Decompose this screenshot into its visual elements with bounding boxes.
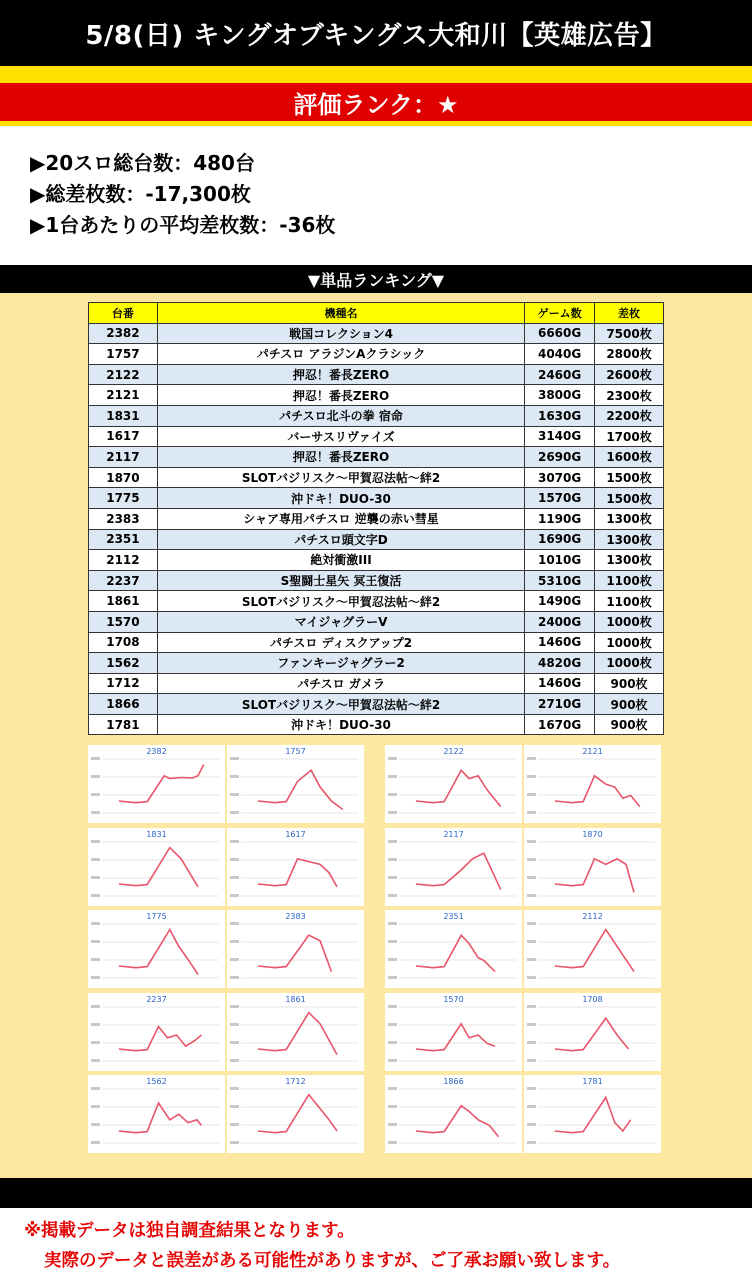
- cell-diff: 900枚: [595, 673, 664, 694]
- stat-avg-diff: ▶1台あたりの平均差枚数：-36枚: [30, 213, 336, 237]
- slump-graph-plot: [385, 910, 522, 988]
- slump-graph: [88, 1075, 225, 1153]
- slump-graph-plot: [524, 993, 661, 1071]
- cell-games: 1190G: [525, 508, 595, 529]
- table-row: [89, 570, 664, 591]
- cell-model: シャア専用パチスロ 逆襲の赤い彗星: [157, 508, 524, 529]
- cell-diff: 7500枚: [595, 323, 664, 344]
- table-row: [89, 364, 664, 385]
- graph-axis-tick: [388, 858, 397, 861]
- cell-model: パチスロ頭文字D: [157, 529, 524, 550]
- table-row: [89, 344, 664, 365]
- slump-graph-plot: [524, 745, 661, 823]
- slump-graph: [227, 745, 364, 823]
- graph-axis-tick: [91, 811, 100, 814]
- graph-machine-no: 1712: [285, 1077, 306, 1086]
- slump-graph: [385, 1075, 522, 1153]
- table-row: [89, 323, 664, 344]
- slump-graph: [385, 745, 522, 823]
- cell-games: 4820G: [525, 653, 595, 674]
- graph-axis-tick: [91, 757, 100, 760]
- slump-graph: [88, 993, 225, 1071]
- graph-axis-tick: [91, 840, 100, 843]
- cell-games: 3800G: [525, 385, 595, 406]
- footer-bar: [0, 1178, 752, 1208]
- slump-graph-plot: [385, 993, 522, 1071]
- graph-machine-no: 1617: [285, 830, 306, 839]
- graph-axis-tick: [230, 1123, 239, 1126]
- graph-axis-tick: [230, 922, 239, 925]
- slump-graph-plot: [88, 1075, 225, 1153]
- summary-stats: [30, 148, 730, 241]
- slump-graph-plot: [88, 910, 225, 988]
- graph-axis-tick: [91, 940, 100, 943]
- col-header-machine-no: 台番: [89, 303, 158, 324]
- slump-graph-plot: [88, 745, 225, 823]
- cell-diff: 900枚: [595, 694, 664, 715]
- disclaimer-line-1: ※掲載データは独自調査結果となります。: [24, 1221, 355, 1241]
- col-header-games: ゲーム数: [525, 303, 595, 324]
- cell-games: 2460G: [525, 364, 595, 385]
- cell-model: 押忍！番長ZERO: [157, 364, 524, 385]
- slump-graph-grid: [88, 745, 663, 1155]
- graph-axis-tick: [527, 1105, 536, 1108]
- cell-diff: 2200枚: [595, 405, 664, 426]
- cell-model: バーサスリヴァイズ: [157, 426, 524, 447]
- slump-graph: [524, 745, 661, 823]
- table-row: [89, 426, 664, 447]
- slump-line: [555, 776, 640, 807]
- graph-axis-tick: [91, 894, 100, 897]
- cell-machine-no: 2122: [89, 364, 158, 385]
- graph-axis-tick: [388, 958, 397, 961]
- cell-diff: 1300枚: [595, 529, 664, 550]
- cell-diff: 1300枚: [595, 550, 664, 571]
- graph-machine-no: 1562: [146, 1077, 167, 1086]
- slump-line: [416, 1106, 499, 1137]
- graph-axis-tick: [527, 894, 536, 897]
- slump-graph-plot: [385, 828, 522, 906]
- graph-axis-tick: [527, 1059, 536, 1062]
- graph-axis-tick: [388, 1059, 397, 1062]
- graph-axis-tick: [388, 793, 397, 796]
- graph-axis-tick: [230, 876, 239, 879]
- graph-axis-tick: [230, 976, 239, 979]
- graph-axis-tick: [230, 1041, 239, 1044]
- slump-graph-plot: [227, 1075, 364, 1153]
- slump-line: [258, 935, 332, 971]
- graph-axis-tick: [388, 1105, 397, 1108]
- graph-axis-tick: [91, 1141, 100, 1144]
- cell-games: 3070G: [525, 467, 595, 488]
- slump-graph: [524, 993, 661, 1071]
- cell-diff: 1500枚: [595, 488, 664, 509]
- cell-model: 押忍！番長ZERO: [157, 385, 524, 406]
- cell-model: 戦国コレクション4: [157, 323, 524, 344]
- stat-total-machines: ▶20スロ総台数：480台: [30, 151, 255, 175]
- table-row: [89, 508, 664, 529]
- cell-games: 1460G: [525, 632, 595, 653]
- slump-graph-plot: [227, 993, 364, 1071]
- graph-axis-tick: [527, 840, 536, 843]
- graph-axis-tick: [527, 1041, 536, 1044]
- cell-games: 2710G: [525, 694, 595, 715]
- cell-diff: 1600枚: [595, 447, 664, 468]
- slump-graph: [88, 910, 225, 988]
- graph-axis-tick: [527, 1005, 536, 1008]
- cell-diff: 1000枚: [595, 653, 664, 674]
- slump-line: [555, 1097, 631, 1132]
- cell-diff: 2600枚: [595, 364, 664, 385]
- graph-machine-no: 1866: [443, 1077, 464, 1086]
- graph-axis-tick: [388, 1087, 397, 1090]
- slump-line: [555, 930, 634, 972]
- graph-machine-no: 1570: [443, 995, 464, 1004]
- cell-machine-no: 2383: [89, 508, 158, 529]
- slump-graph-plot: [385, 745, 522, 823]
- table-row: [89, 632, 664, 653]
- cell-model: 沖ドキ！DUO-30: [157, 714, 524, 735]
- graph-axis-tick: [388, 876, 397, 879]
- graph-axis-tick: [388, 976, 397, 979]
- graph-axis-tick: [230, 1105, 239, 1108]
- cell-games: 1670G: [525, 714, 595, 735]
- graph-machine-no: 1775: [146, 912, 167, 921]
- title-underline: [0, 66, 752, 78]
- slump-graph: [227, 1075, 364, 1153]
- graph-axis-tick: [230, 940, 239, 943]
- slump-graph: [385, 910, 522, 988]
- table-row: [89, 673, 664, 694]
- graph-axis-tick: [527, 922, 536, 925]
- slump-graph: [385, 993, 522, 1071]
- cell-model: ファンキージャグラー2: [157, 653, 524, 674]
- slump-graph: [524, 910, 661, 988]
- cell-machine-no: 1708: [89, 632, 158, 653]
- graph-machine-no: 2117: [443, 830, 464, 839]
- table-row: [89, 447, 664, 468]
- slump-line: [416, 770, 501, 806]
- table-row: [89, 405, 664, 426]
- page-title: [0, 0, 752, 66]
- cell-machine-no: 2112: [89, 550, 158, 571]
- col-header-model: 機種名: [157, 303, 524, 324]
- cell-model: マイジャグラーV: [157, 611, 524, 632]
- slump-line: [555, 859, 634, 893]
- graph-axis-tick: [388, 757, 397, 760]
- cell-games: 1630G: [525, 405, 595, 426]
- cell-diff: 1700枚: [595, 426, 664, 447]
- disclaimer: [24, 1216, 744, 1276]
- graph-axis-tick: [91, 775, 100, 778]
- graph-axis-tick: [527, 775, 536, 778]
- graph-axis-tick: [527, 940, 536, 943]
- cell-machine-no: 1757: [89, 344, 158, 365]
- graph-axis-tick: [527, 958, 536, 961]
- graph-machine-no: 1831: [146, 830, 167, 839]
- graph-axis-tick: [388, 922, 397, 925]
- slump-line: [119, 765, 204, 803]
- graph-axis-tick: [230, 1005, 239, 1008]
- graph-axis-tick: [91, 922, 100, 925]
- cell-model: 沖ドキ！DUO-30: [157, 488, 524, 509]
- cell-diff: 1000枚: [595, 611, 664, 632]
- slump-graph-plot: [227, 828, 364, 906]
- cell-model: SLOTバジリスク～甲賀忍法帖～絆2: [157, 694, 524, 715]
- graph-axis-tick: [230, 1141, 239, 1144]
- slump-line: [119, 930, 198, 975]
- graph-axis-tick: [527, 811, 536, 814]
- graph-axis-tick: [527, 976, 536, 979]
- slump-line: [258, 1095, 337, 1133]
- ranking-table: [88, 302, 664, 735]
- graph-axis-tick: [388, 1123, 397, 1126]
- cell-machine-no: 1570: [89, 611, 158, 632]
- graph-machine-no: 2237: [146, 995, 167, 1004]
- table-row: [89, 591, 664, 612]
- graph-machine-no: 2121: [582, 747, 603, 756]
- graph-axis-tick: [91, 1105, 100, 1108]
- cell-games: 5310G: [525, 570, 595, 591]
- slump-graph-plot: [524, 910, 661, 988]
- graph-axis-tick: [527, 1123, 536, 1126]
- graph-axis-tick: [388, 894, 397, 897]
- slump-graph: [524, 828, 661, 906]
- cell-games: 2400G: [525, 611, 595, 632]
- graph-axis-tick: [388, 840, 397, 843]
- slump-graph-plot: [88, 993, 225, 1071]
- graph-axis-tick: [91, 1059, 100, 1062]
- cell-games: 1570G: [525, 488, 595, 509]
- table-row: [89, 488, 664, 509]
- cell-diff: 1500枚: [595, 467, 664, 488]
- graph-axis-tick: [388, 1005, 397, 1008]
- graph-axis-tick: [527, 1087, 536, 1090]
- cell-games: 3140G: [525, 426, 595, 447]
- graph-machine-no: 2351: [443, 912, 464, 921]
- graph-axis-tick: [91, 793, 100, 796]
- graph-axis-tick: [230, 1023, 239, 1026]
- graph-machine-no: 2382: [146, 747, 167, 756]
- cell-machine-no: 1866: [89, 694, 158, 715]
- cell-diff: 1000枚: [595, 632, 664, 653]
- cell-games: 1010G: [525, 550, 595, 571]
- graph-axis-tick: [388, 775, 397, 778]
- graph-axis-tick: [91, 958, 100, 961]
- graph-machine-no: 2122: [443, 747, 464, 756]
- cell-machine-no: 1712: [89, 673, 158, 694]
- cell-games: 2690G: [525, 447, 595, 468]
- table-row: [89, 714, 664, 735]
- slump-line: [416, 853, 501, 889]
- graph-axis-tick: [230, 894, 239, 897]
- graph-axis-tick: [230, 840, 239, 843]
- slump-graph-plot: [227, 910, 364, 988]
- slump-line: [555, 1018, 629, 1050]
- cell-diff: 1100枚: [595, 570, 664, 591]
- col-header-diff: 差枚: [595, 303, 664, 324]
- rank-label: 評価ランク：★: [0, 83, 752, 121]
- graph-axis-tick: [230, 858, 239, 861]
- ranking-header-row: [89, 303, 664, 324]
- disclaimer-line-2: 実際のデータと誤差がある可能性がありますが、ご了承お願い致します。: [44, 1251, 621, 1271]
- slump-graph-plot: [88, 828, 225, 906]
- graph-axis-tick: [527, 1141, 536, 1144]
- slump-graph-plot: [385, 1075, 522, 1153]
- graph-axis-tick: [527, 876, 536, 879]
- cell-diff: 1300枚: [595, 508, 664, 529]
- cell-diff: 1100枚: [595, 591, 664, 612]
- cell-machine-no: 2117: [89, 447, 158, 468]
- slump-graph: [227, 910, 364, 988]
- cell-machine-no: 2121: [89, 385, 158, 406]
- cell-model: SLOTバジリスク～甲賀忍法帖～絆2: [157, 467, 524, 488]
- graph-machine-no: 1781: [582, 1077, 603, 1086]
- slump-graph-plot: [524, 828, 661, 906]
- slump-graph: [227, 828, 364, 906]
- table-row: [89, 529, 664, 550]
- table-row: [89, 694, 664, 715]
- cell-machine-no: 2351: [89, 529, 158, 550]
- cell-model: 押忍！番長ZERO: [157, 447, 524, 468]
- cell-machine-no: 1562: [89, 653, 158, 674]
- graph-axis-tick: [527, 793, 536, 796]
- slump-line: [416, 1024, 495, 1051]
- slump-line: [258, 1013, 337, 1055]
- table-row: [89, 611, 664, 632]
- graph-axis-tick: [230, 1087, 239, 1090]
- cell-model: 絶対衝激III: [157, 550, 524, 571]
- cell-model: パチスロ ディスクアップ2: [157, 632, 524, 653]
- slump-graph: [524, 1075, 661, 1153]
- cell-diff: 900枚: [595, 714, 664, 735]
- graph-machine-no: 1757: [285, 747, 306, 756]
- graph-axis-tick: [230, 757, 239, 760]
- cell-games: 4040G: [525, 344, 595, 365]
- slump-line: [119, 848, 198, 887]
- cell-model: パチスロ ガメラ: [157, 673, 524, 694]
- cell-model: S聖闘士星矢 冥王復活: [157, 570, 524, 591]
- graph-axis-tick: [527, 1023, 536, 1026]
- page-title-text: 5/8(日) キングオブキングス大和川【英雄広告】: [85, 20, 667, 51]
- slump-line: [258, 859, 337, 887]
- graph-machine-no: 1861: [285, 995, 306, 1004]
- graph-axis-tick: [527, 757, 536, 760]
- ranking-section-title: ▼単品ランキング▼: [0, 265, 752, 293]
- graph-axis-tick: [230, 793, 239, 796]
- graph-axis-tick: [388, 1023, 397, 1026]
- graph-axis-tick: [91, 1041, 100, 1044]
- graph-axis-tick: [91, 1123, 100, 1126]
- graph-axis-tick: [527, 858, 536, 861]
- cell-diff: 2300枚: [595, 385, 664, 406]
- slump-graph: [385, 828, 522, 906]
- graph-machine-no: 2112: [582, 912, 603, 921]
- cell-games: 1690G: [525, 529, 595, 550]
- table-row: [89, 467, 664, 488]
- cell-model: SLOTバジリスク～甲賀忍法帖～絆2: [157, 591, 524, 612]
- table-row: [89, 550, 664, 571]
- cell-machine-no: 2237: [89, 570, 158, 591]
- graph-axis-tick: [230, 775, 239, 778]
- cell-machine-no: 1831: [89, 405, 158, 426]
- slump-graph-plot: [524, 1075, 661, 1153]
- cell-machine-no: 1781: [89, 714, 158, 735]
- graph-axis-tick: [230, 958, 239, 961]
- graph-machine-no: 1870: [582, 830, 603, 839]
- graph-machine-no: 1708: [582, 995, 603, 1004]
- slump-graph: [88, 828, 225, 906]
- slump-graph: [227, 993, 364, 1071]
- cell-machine-no: 1617: [89, 426, 158, 447]
- cell-games: 1460G: [525, 673, 595, 694]
- graph-axis-tick: [388, 1141, 397, 1144]
- cell-diff: 2800枚: [595, 344, 664, 365]
- graph-axis-tick: [91, 1023, 100, 1026]
- slump-line: [258, 770, 343, 809]
- slump-line: [119, 1027, 201, 1051]
- graph-axis-tick: [388, 1041, 397, 1044]
- slump-graph: [88, 745, 225, 823]
- graph-axis-tick: [91, 1087, 100, 1090]
- slump-line: [416, 935, 495, 971]
- cell-model: パチスロ北斗の拳 宿命: [157, 405, 524, 426]
- rank-banner: [0, 78, 752, 126]
- graph-axis-tick: [230, 1059, 239, 1062]
- table-row: [89, 653, 664, 674]
- graph-axis-tick: [230, 811, 239, 814]
- graph-axis-tick: [91, 876, 100, 879]
- cell-machine-no: 1870: [89, 467, 158, 488]
- cell-games: 1490G: [525, 591, 595, 612]
- slump-graph-plot: [227, 745, 364, 823]
- cell-machine-no: 1861: [89, 591, 158, 612]
- graph-axis-tick: [388, 811, 397, 814]
- stat-total-diff: ▶総差枚数：-17,300枚: [30, 182, 251, 206]
- cell-machine-no: 1775: [89, 488, 158, 509]
- graph-axis-tick: [91, 976, 100, 979]
- table-row: [89, 385, 664, 406]
- cell-model: パチスロ アラジンAクラシック: [157, 344, 524, 365]
- graph-axis-tick: [91, 858, 100, 861]
- graph-machine-no: 2383: [285, 912, 306, 921]
- graph-axis-tick: [388, 940, 397, 943]
- cell-machine-no: 2382: [89, 323, 158, 344]
- graph-axis-tick: [91, 1005, 100, 1008]
- cell-games: 6660G: [525, 323, 595, 344]
